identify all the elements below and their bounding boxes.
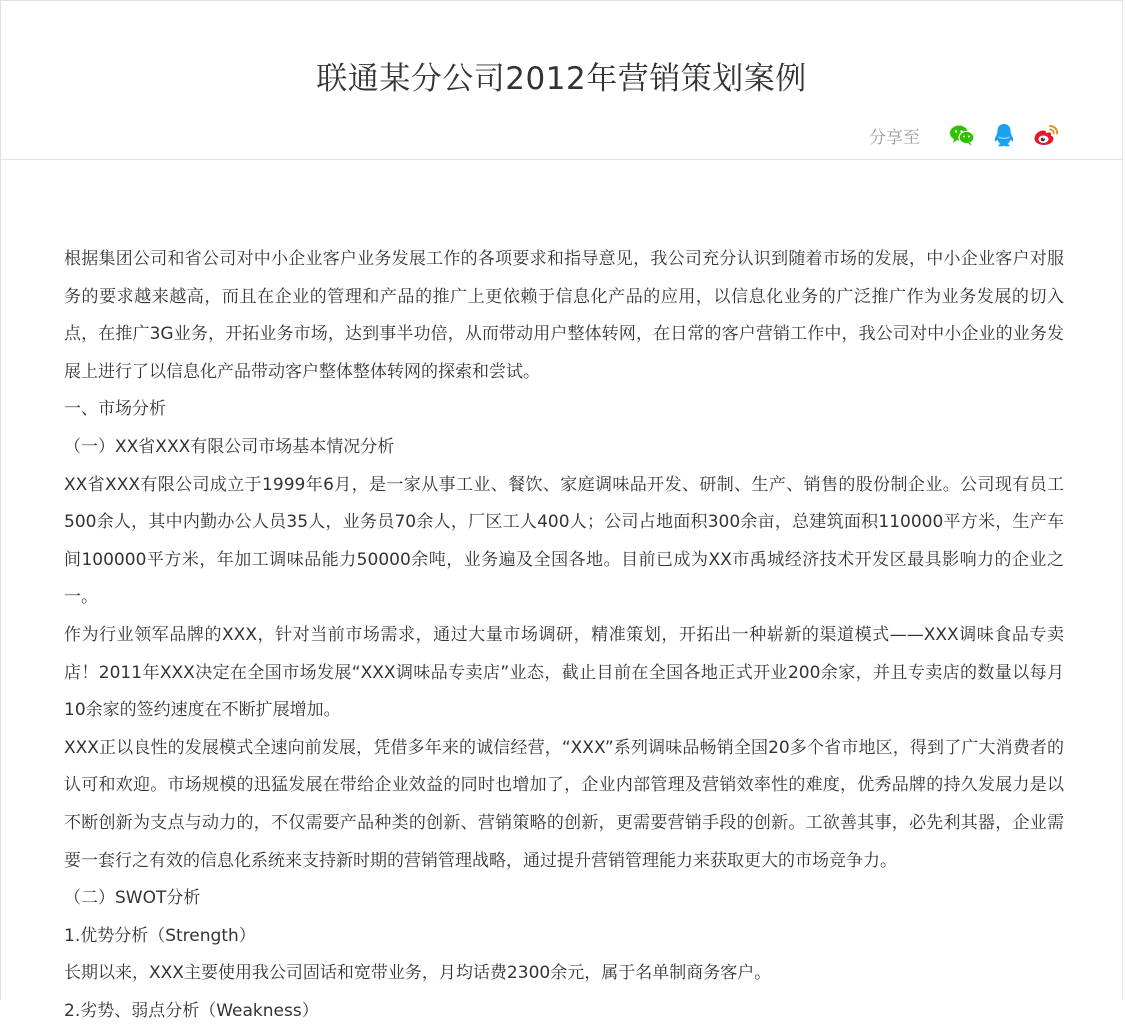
article-body xyxy=(64,241,1064,1030)
article-header xyxy=(1,1,1122,160)
body-paragraph: 作为行业领军品牌的XXX，针对当前市场需求，通过大量市场调研，精准策划，开拓出一种崭新的渠道模式——XXX调味食品专卖店！2011年XXX决定在全国市场发展“XXX调味品专卖店”业态，截止目前在全国各地正式开业200余家，并且专卖店的数量以每月10余家的签约速度在不断扩展增加。 xyxy=(64,624,1064,721)
subsection-heading: 2.劣势、弱点分析（Weakness） xyxy=(64,1000,319,1021)
wechat-icon[interactable] xyxy=(948,121,976,149)
weibo-icon[interactable] xyxy=(1032,121,1060,149)
body-paragraph: XXX正以良性的发展模式全速向前发展，凭借多年来的诚信经营，“XXX”系列调味品畅销全国20多个省市地区，得到了广大消费者的认可和欢迎。市场规模的迅猛发展在带给企业效益的同时也增加了，企业内部管理及营销效率性的难度，优秀品牌的持久发展力是以不断创新为支点与动力的，不仅需要产品种类的创新、营销策略的创新，更需要营销手段的创新。工欲善其事，必先利其器，企业需要一套行之有效的信息化系统来支持新时期的营销管理战略，通过提升营销管理能力来获取更大的市场竞争力。 xyxy=(64,737,1064,871)
subsection-heading: （二）SWOT分析 xyxy=(64,888,201,909)
body-paragraph: 根据集团公司和省公司对中小企业客户业务发展工作的各项要求和指导意见，我公司充分认识到随着市场的发展，中小企业客户对服务的要求越来越高，而且在企业的管理和产品的推广上更依赖于信息化产品的应用，以信息化业务的广泛推广作为业务发展的切入点，在推广3G业务，开拓业务市场，达到事半功倍，从而带动用户整体转网，在日常的客户营销工作中，我公司对中小企业的业务发展上进行了以信息化产品带动客户整体整体转网的探索和尝试。 xyxy=(64,249,1064,382)
subsection-heading: 1.优势分析（Strength） xyxy=(64,925,256,946)
article-title: 联通某分公司2012年营销策划案例 xyxy=(316,61,807,97)
body-paragraph: 长期以来，XXX主要使用我公司固话和宽带业务，月均话费2300余元，属于名单制商务客户。 xyxy=(64,963,772,984)
share-label: 分享至 xyxy=(869,127,920,148)
share-bar xyxy=(869,121,1060,149)
subsection-heading: （一）XX省XXX有限公司市场基本情况分析 xyxy=(64,436,395,457)
section-heading: 一、市场分析 xyxy=(64,399,166,420)
body-paragraph: XX省XXX有限公司成立于1999年6月，是一家从事工业、餐饮、家庭调味品开发、研制、生产、销售的股份制企业。公司现有员工500余人，其中内勤办公人员35人，业务员70余人，厂区工人400人；公司占地面积300余亩，总建筑面积110000平方米，生产车间100000平方米，年加工调味品能力50000余吨，业务遍及全国各地。目前已成为XX市禹城经济技术开发区最具影响力的企业之一。 xyxy=(64,474,1064,608)
qq-icon[interactable] xyxy=(990,121,1018,149)
